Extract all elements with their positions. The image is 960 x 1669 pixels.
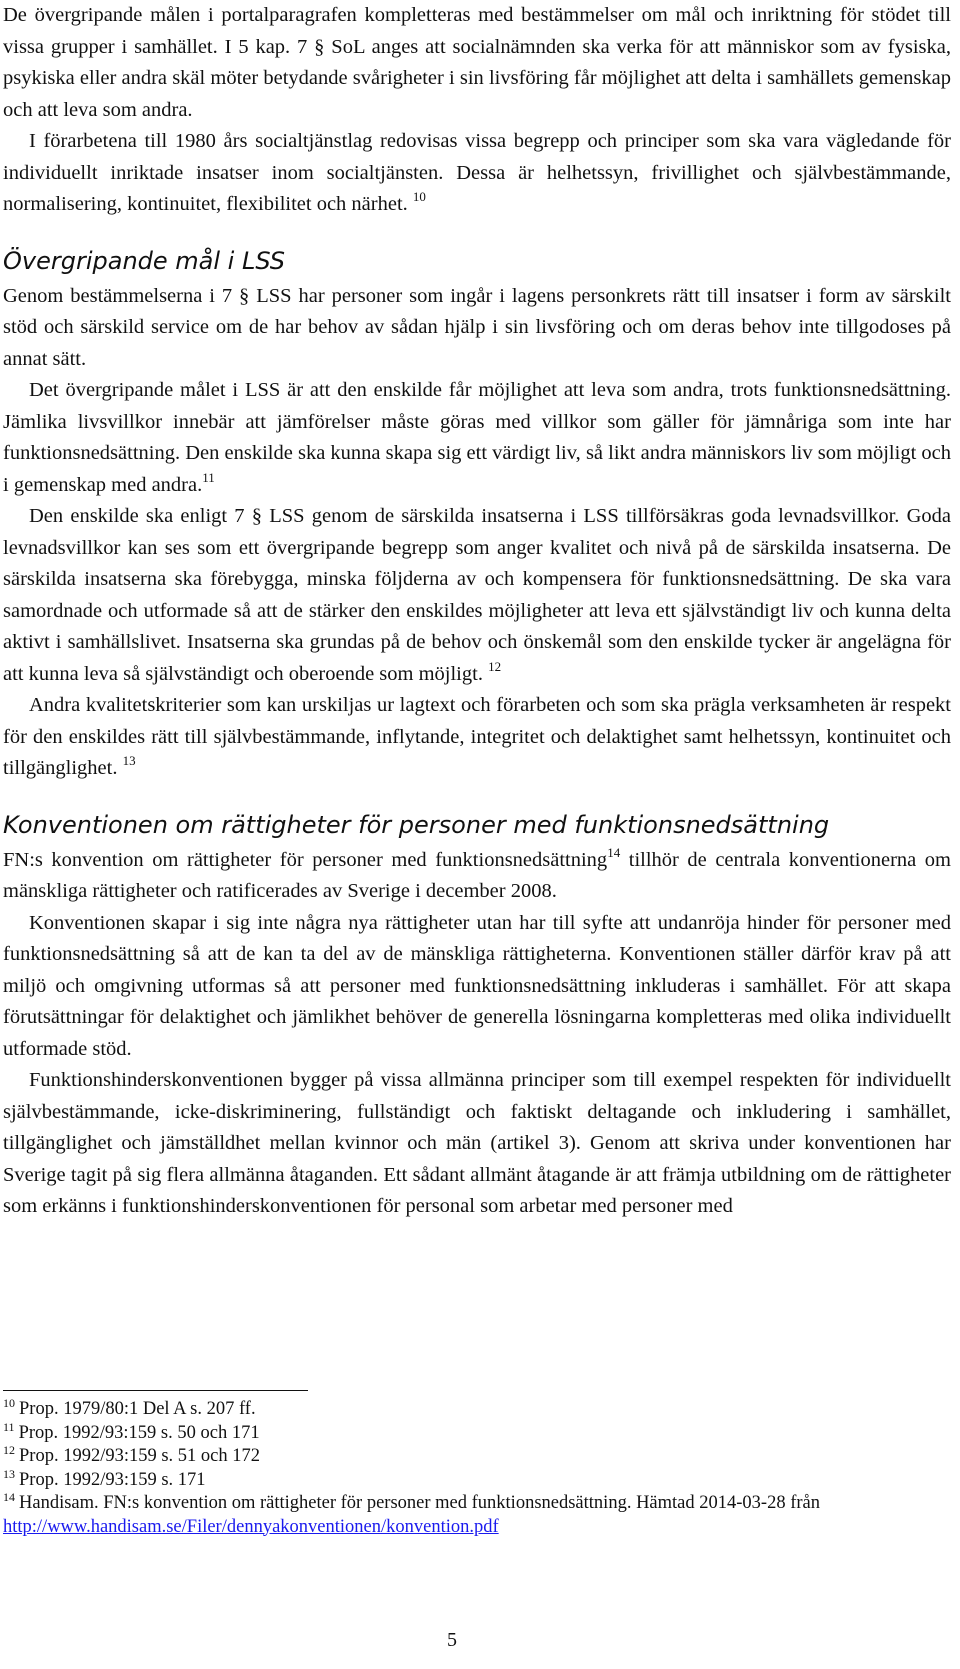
footnote-text: Prop. 1992/93:159 s. 171 (19, 1469, 206, 1490)
footnote-number: 14 (3, 1490, 15, 1504)
footnote-text: Prop. 1992/93:159 s. 51 och 172 (19, 1446, 261, 1466)
footnote-divider (3, 1390, 308, 1391)
paragraph-text: tillhör de centrala konventionerna om mänskliga rättigheter och ratificerades av Sverige i december 2008. (3, 848, 952, 902)
footnote-ref-10[interactable]: 10 (412, 189, 426, 204)
heading-lss-goals: Övergripande mål i LSS (3, 246, 285, 275)
footnote-number: 11 (3, 1419, 15, 1434)
footnote-number: 13 (3, 1466, 15, 1481)
paragraph-principles (3, 126, 951, 221)
footnotes (3, 1398, 951, 1539)
footnote-ref-11[interactable]: 11 (202, 469, 215, 485)
paragraph-convention-principles (3, 1065, 951, 1223)
footnote-10 (3, 1398, 951, 1422)
footnote-text: Prop. 1992/93:159 s. 50 och 171 (18, 1422, 260, 1443)
paragraph-sol-goals (3, 0, 951, 126)
paragraph-text: Genom bestämmelserna i 7 § LSS har personer som ingår i lagens personkrets rätt till insatser i form av särskilt stöd och särskild service om de har behov av sådan hjälp i sin livsföring och om deras behov inte tillgodoses på annat sätt. (3, 284, 951, 370)
footnote-ref-13[interactable]: 13 (122, 753, 136, 768)
handisam-link[interactable]: http://www.handisam.se/Filer/dennyakonventionen/konvention.pdf (3, 1516, 499, 1537)
paragraph-text: Det övergripande målet i LSS är att den enskilde får möjlighet att leva som andra, trots funktionsnedsättning. Jämlika livsvillkor innebär att jämförelser måste göras med villkor som gäller för jämnåriga som inte har funktionsnedsättning. Den enskilde ska kunna skapa sig ett värdigt liv, så likt andra människors liv som möjligt och i gemenskap med andra. (3, 379, 951, 496)
footnote-14 (3, 1492, 951, 1539)
paragraph-text: Andra kvalitetskriterier som kan urskiljas ur lagtext och förarbeten och som ska prägla verksamheten är respekt för den enskildes rätt till självbestämmande, inflytande, integritet och delaktighet samt helhetssyn, kontinuitet och tillgänglighet. (3, 694, 951, 779)
paragraph-convention-intro (3, 845, 951, 908)
footnote-13 (3, 1466, 951, 1493)
page-number: 5 (447, 1629, 457, 1651)
paragraph-lss-rights (3, 281, 951, 376)
paragraph-text: I förarbetena till 1980 års socialtjänstlag redovisas vissa begrepp och principer som ska vara vägledande för individuellt inriktade insatser inom socialtjänsten. Dessa är helhetssyn, frivillighet och självbestämmande, normalisering, kontinuitet, flexibilitet och närhet. (3, 130, 951, 215)
footnote-text: Prop. 1979/80:1 Del A s. 207 ff. (19, 1399, 256, 1419)
paragraph-living-conditions (3, 501, 951, 690)
footnote-12 (3, 1445, 951, 1469)
paragraph-text: Den enskilde ska enligt 7 § LSS genom de särskilda insatserna i LSS tillförsäkras goda levnadsvillkor. Goda levnadsvillkor kan ses som ett övergripande begrepp som anger kvalitet och nivå på de särskilda insatserna. De särskilda insatserna ska förebygga, minska följderna av och kompensera för funktionsnedsättning. De ska vara samordnade och utformade så att de stärker den enskildes möjligheter att leva ett självständigt liv och kunna delta aktivt i samhällslivet. Insatserna ska grundas på de behov och önskemål som den enskilde tycker är angelägna för att kunna leva så självständigt och oberoende som möjligt. (3, 505, 951, 685)
body-text (3, 0, 951, 1223)
paragraph-text: Funktionshinderskonventionen bygger på vissa allmänna principer som till exempel respekten för individuellt självbestämmande, icke-diskriminering, fullständigt och faktiskt deltagande och inkludering i samhället, tillgänglighet och jämställdhet mellan kvinnor och män (artikel 3). Genom att skriva under konventionen har Sverige tagit på sig flera allmänna åtaganden. Ett sådant allmänt åtagande är att främja utbildning om de rättigheter som erkänns i funktionshinderskonventionen för personal som arbetar med personer med (3, 1069, 951, 1217)
footnote-11 (3, 1419, 951, 1446)
paragraph-text: FN:s konvention om rättigheter för personer med funktionsnedsättning (3, 848, 608, 871)
paragraph-text: Konventionen skapar i sig inte några nya rättigheter utan har till syfte att undanröja hinder för personer med funktionsnedsättning så att de kan ta del av de mänskliga rättigheterna. Konventionen ställer därför krav på att miljö och omgivning utformas så att personer med funktionsnedsättning inkluderas i samhället. För att skapa förutsättningar för delaktighet och jämlikhet behöver de generella lösningarna kompletteras med olika individuellt utformade stöd. (3, 911, 951, 1060)
paragraph-lss-overall-goal (3, 375, 951, 501)
footnote-text: Handisam. FN:s konvention om rättigheter för personer med funktionsnedsättning. Hämtad 2014-03-28 från (19, 1493, 820, 1513)
footnote-number: 10 (3, 1396, 15, 1410)
paragraph-quality-criteria (3, 690, 951, 785)
paragraph-text: De övergripande målen i portalparagrafen kompletteras med bestämmelser om mål och inriktning för stödet till vissa grupper i samhället. I 5 kap. 7 § SoL anges att socialnämnden ska verka för att människor som av fysiska, psykiska eller andra skäl möter betydande svårigheter i sin livsföring får möjlighet att delta i samhällets gemenskap och att leva som andra. (3, 4, 951, 121)
footnote-number: 12 (3, 1443, 15, 1457)
footnote-ref-14[interactable]: 14 (607, 844, 621, 860)
footnote-ref-12[interactable]: 12 (488, 658, 502, 674)
heading-convention: Konventionen om rättigheter för personer med funktionsnedsättning (3, 810, 830, 839)
paragraph-convention-purpose (3, 908, 951, 1066)
